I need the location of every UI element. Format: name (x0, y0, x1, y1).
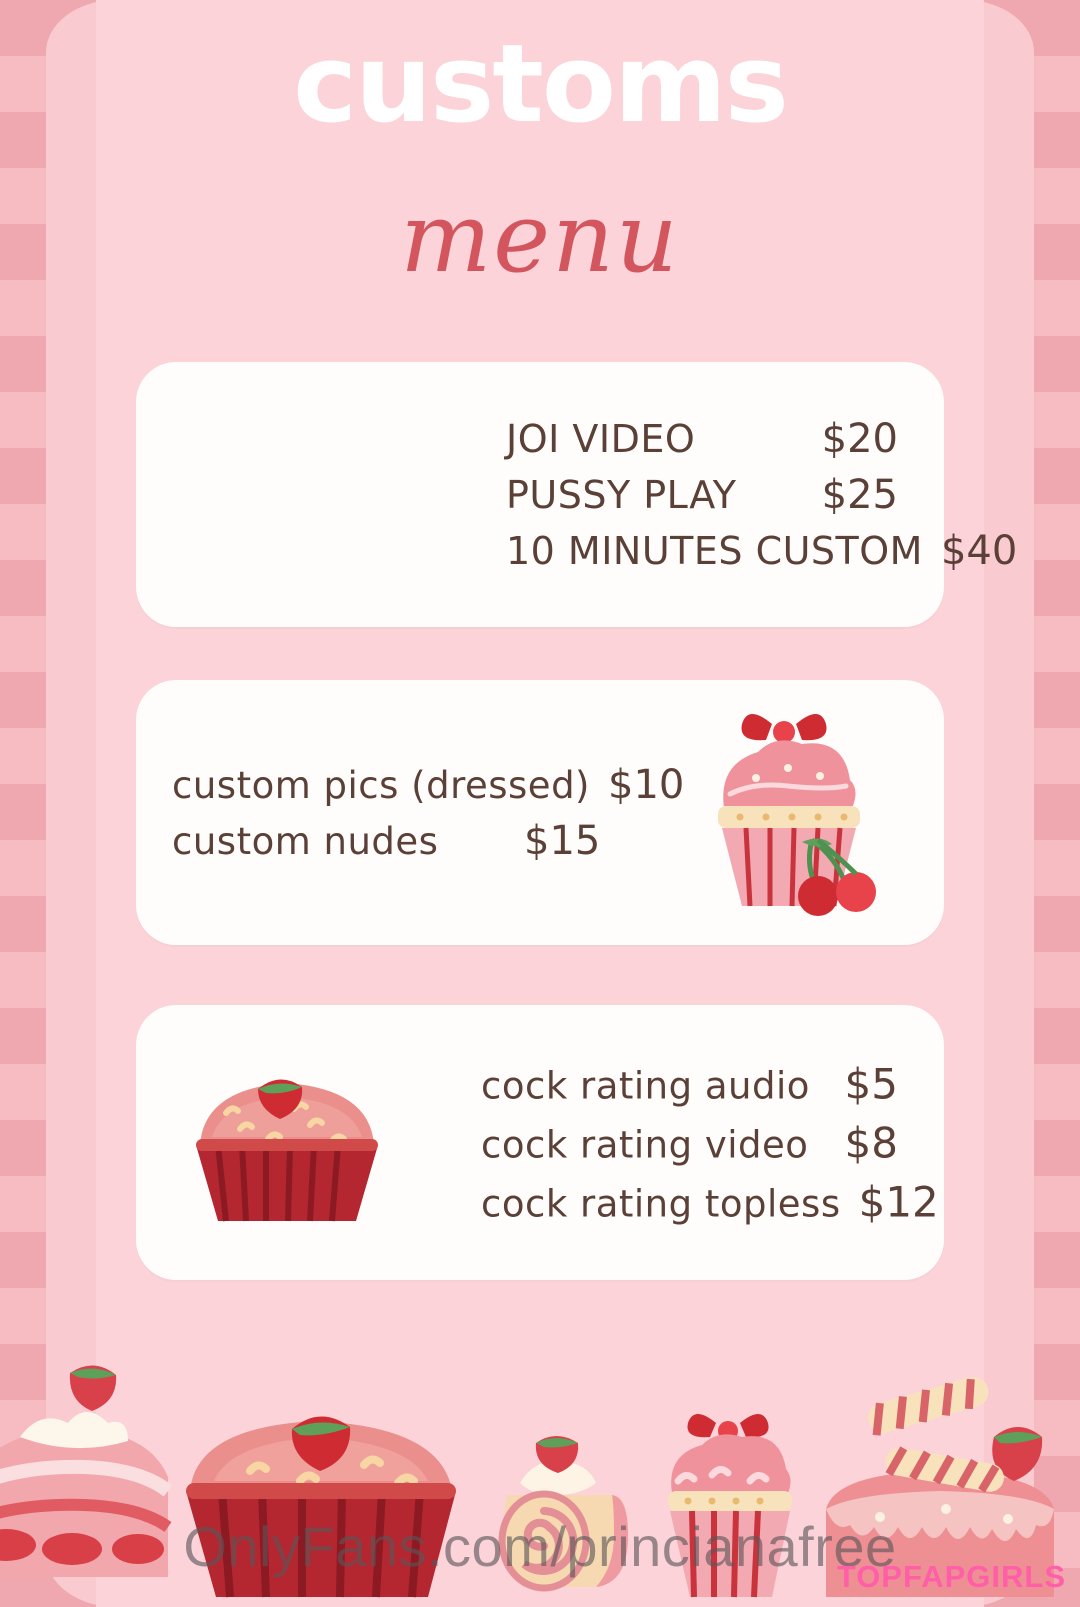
page-title: customs (293, 22, 787, 147)
item-label: cock rating audio (481, 1064, 810, 1107)
menu-card-ratings-rows (481, 1054, 939, 1231)
item-label: custom nudes (172, 819, 439, 863)
menu-card-videos-rows (506, 411, 1018, 579)
menu-card-pics-rows (172, 757, 685, 869)
item-price: $15 (524, 817, 601, 864)
item-label: cock rating video (481, 1123, 809, 1166)
menu-row (172, 813, 644, 869)
item-price: $8 (844, 1118, 898, 1167)
menu-row (506, 411, 898, 467)
menu-row (172, 757, 685, 813)
menu-row (506, 523, 1018, 579)
menu-row (481, 1054, 898, 1113)
item-price: $25 (821, 471, 898, 518)
menu-row (506, 467, 898, 523)
item-label: cock rating topless (481, 1182, 841, 1225)
menu-row (481, 1172, 939, 1231)
item-price: $5 (844, 1059, 898, 1108)
item-label: custom pics (dressed) (172, 763, 590, 807)
menu-card-pics (136, 680, 944, 945)
menu-card-videos (136, 362, 1018, 627)
cupcake-with-bow-and-cherries-icon (684, 690, 914, 935)
item-price: $12 (858, 1177, 939, 1226)
item-price: $40 (940, 527, 1018, 574)
onlyfans-watermark: OnlyFans.com/princianafree (183, 1515, 897, 1578)
strawberry-tart-icon (182, 1053, 392, 1233)
item-label: JOI VIDEO (506, 416, 696, 461)
item-label: PUSSY PLAY (506, 472, 737, 517)
menu-row (481, 1113, 898, 1172)
item-label: 10 MINUTES CUSTOM (506, 528, 923, 573)
menu-card-ratings (136, 1005, 944, 1280)
item-price: $10 (608, 761, 685, 808)
site-badge-watermark: TOPFAPGIRLS (836, 1559, 1066, 1594)
item-price: $20 (821, 415, 898, 462)
page-subtitle: menu (400, 182, 680, 294)
